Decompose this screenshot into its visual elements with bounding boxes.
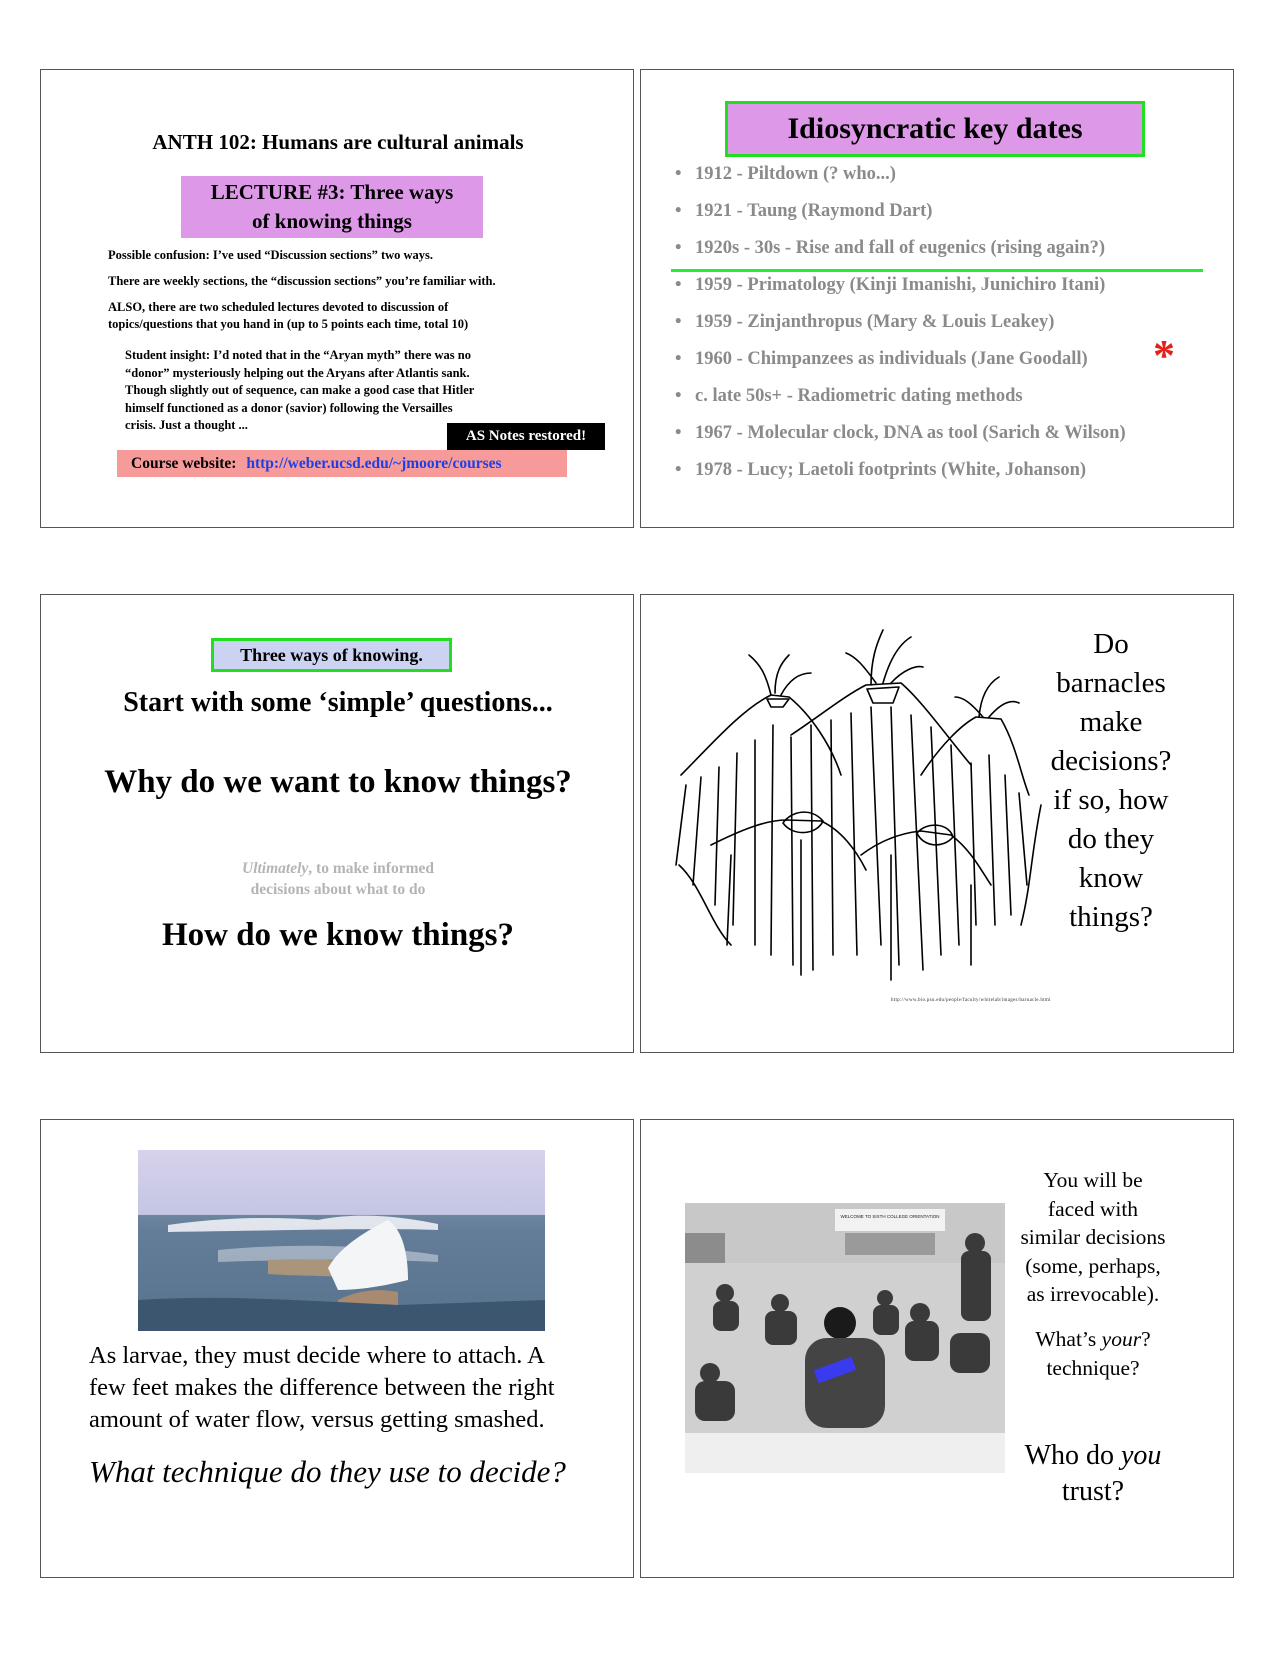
lecture-title-line-2: of knowing things bbox=[252, 209, 412, 233]
question-line: make bbox=[1079, 706, 1143, 738]
slide-decisions bbox=[640, 1119, 1234, 1578]
date-text: 1920s - 30s - Rise and fall of eugenics (rising again?) bbox=[695, 238, 1106, 258]
bullet-icon: • bbox=[675, 460, 682, 480]
ultimately-rest: , to make informed bbox=[308, 860, 434, 877]
date-item bbox=[675, 267, 1215, 304]
ocean-waves-photo bbox=[138, 1150, 545, 1331]
course-title: ANTH 102: Humans are cultural animals bbox=[152, 130, 524, 154]
asterisk-star-icon: * bbox=[1153, 331, 1175, 380]
website-label: Course website: bbox=[131, 455, 237, 472]
scheduled-lectures-note bbox=[108, 299, 578, 333]
text-line: trust? bbox=[1061, 1476, 1125, 1507]
bullet-icon: • bbox=[675, 312, 682, 332]
course-website-link[interactable]: http://weber.ucsd.edu/~jmoore/courses bbox=[246, 455, 502, 472]
paragraph-line: As larvae, they must decide where to attach. A bbox=[89, 1342, 545, 1369]
slide-larvae bbox=[40, 1119, 634, 1578]
question-line: if so, how bbox=[1053, 784, 1169, 816]
bullet-icon: • bbox=[675, 275, 682, 295]
why-know-question: Why do we want to know things? bbox=[104, 764, 572, 800]
lecture-title-box bbox=[181, 176, 483, 238]
text-line: as irrevocable). bbox=[1026, 1282, 1160, 1306]
date-item bbox=[675, 378, 1215, 415]
insight-line-5: crisis. Just a thought ... bbox=[125, 418, 248, 432]
text-line: (some, perhaps, bbox=[1025, 1253, 1161, 1278]
bullet-icon: • bbox=[675, 238, 682, 258]
date-text: 1959 - Primatology (Kinji Imanishi, Junichiro Itani) bbox=[695, 275, 1106, 295]
text-span: What’s bbox=[1035, 1327, 1102, 1351]
question-line: Do bbox=[1093, 628, 1129, 660]
date-text: 1959 - Zinjanthropus (Mary & Louis Leakey) bbox=[695, 312, 1055, 332]
paragraph-line: few feet makes the difference between the right bbox=[89, 1374, 555, 1401]
technique-question: What technique do they use to decide? bbox=[89, 1454, 566, 1489]
ultimately-note bbox=[41, 858, 634, 900]
slide-barnacles bbox=[640, 594, 1234, 1053]
eugenics-divider-line bbox=[671, 269, 1203, 272]
slide-course-intro bbox=[40, 69, 634, 528]
date-item bbox=[675, 452, 1215, 489]
faced-with-decisions-text bbox=[1003, 1166, 1183, 1309]
key-dates-list bbox=[675, 156, 1215, 489]
barnacle-question bbox=[1041, 625, 1181, 937]
question-line: decisions? bbox=[1050, 745, 1172, 777]
bullet-icon: • bbox=[675, 349, 682, 369]
text-line: You will be bbox=[1043, 1168, 1143, 1192]
insight-line-3: Though slightly out of sequence, can make a good case that Hitler bbox=[125, 383, 475, 397]
slide-key-dates bbox=[640, 69, 1234, 528]
who-do-you-trust-question bbox=[1003, 1438, 1183, 1510]
date-item bbox=[675, 193, 1215, 230]
date-item bbox=[675, 156, 1215, 193]
scheduled-lectures-line-2: topics/questions that you hand in (up to 5 points each time, total 10) bbox=[108, 317, 469, 331]
date-text: 1912 - Piltdown (? who...) bbox=[695, 164, 896, 184]
student-insight bbox=[125, 347, 545, 435]
your-technique-question: What’s your? technique? bbox=[1003, 1325, 1183, 1382]
ultimately-italic: Ultimately bbox=[242, 860, 309, 877]
larvae-paragraph bbox=[89, 1340, 609, 1436]
insight-line-4: himself functioned as a donor (savior) following the Versailles bbox=[125, 400, 453, 415]
date-item bbox=[675, 304, 1215, 341]
key-dates-title: Idiosyncratic key dates bbox=[725, 101, 1145, 157]
bullet-icon: • bbox=[675, 164, 682, 184]
emphasis-your: your bbox=[1101, 1327, 1142, 1351]
scheduled-lectures-line-1: ALSO, there are two scheduled lectures devoted to discussion of bbox=[108, 300, 449, 314]
text-line: technique? bbox=[1046, 1355, 1140, 1380]
insight-line-2: “donor” mysteriously helping out the Aryans after Atlantis sank. bbox=[125, 365, 470, 380]
orientation-crowd-photo bbox=[685, 1203, 1005, 1473]
date-text: 1960 - Chimpanzees as individuals (Jane Goodall) bbox=[695, 349, 1088, 369]
image-citation: http://www.bio.psu.edu/people/faculty/whitelab/images/barnacle.html bbox=[891, 998, 1051, 1003]
date-text: 1967 - Molecular clock, DNA as tool (Sarich & Wilson) bbox=[695, 423, 1126, 443]
date-item bbox=[675, 341, 1215, 378]
date-text: c. late 50s+ - Radiometric dating methods bbox=[695, 386, 1023, 406]
date-text: 1921 - Taung (Raymond Dart) bbox=[695, 201, 933, 221]
banner-text: WELCOME TO SIXTH COLLEGE ORIENTATION bbox=[840, 1214, 940, 1219]
question-line: know bbox=[1078, 862, 1144, 894]
question-line: barnacles bbox=[1056, 667, 1166, 699]
ultimately-line-2: decisions about what to do bbox=[250, 881, 426, 898]
slide-three-ways bbox=[40, 594, 634, 1053]
date-item bbox=[675, 415, 1215, 452]
paragraph-line: amount of water flow, versus getting smashed. bbox=[89, 1406, 545, 1433]
course-website-bar bbox=[117, 450, 567, 477]
bullet-icon: • bbox=[675, 201, 682, 221]
lecture-title-line-1: LECTURE #3: Three ways bbox=[210, 180, 454, 204]
notes-restored-badge: AS Notes restored! bbox=[447, 423, 605, 450]
text-span: Who do bbox=[1024, 1440, 1121, 1471]
how-know-question: How do we know things? bbox=[161, 917, 515, 953]
barnacle-illustration bbox=[671, 625, 1051, 995]
insight-line-1: Student insight: I’d noted that in the “Aryan myth” there was no bbox=[125, 348, 471, 362]
bullet-icon: • bbox=[675, 423, 682, 443]
date-text: 1978 - Lucy; Laetoli footprints (White, Johanson) bbox=[695, 460, 1087, 480]
question-line: things? bbox=[1069, 901, 1153, 933]
simple-questions-heading: Start with some ‘simple’ questions... bbox=[123, 687, 553, 718]
text-line: faced with bbox=[1047, 1196, 1139, 1221]
emphasis-you: you bbox=[1121, 1440, 1162, 1471]
text-line: similar decisions bbox=[1020, 1225, 1166, 1249]
three-ways-tag: Three ways of knowing. bbox=[211, 638, 452, 672]
weekly-sections-note: There are weekly sections, the “discussion sections” you’re familiar with. bbox=[108, 274, 496, 288]
confusion-note: Possible confusion: I’ve used “Discussion sections” two ways. bbox=[108, 248, 434, 262]
bullet-icon: • bbox=[675, 386, 682, 406]
question-line: do they bbox=[1067, 823, 1155, 855]
date-item bbox=[675, 230, 1215, 267]
